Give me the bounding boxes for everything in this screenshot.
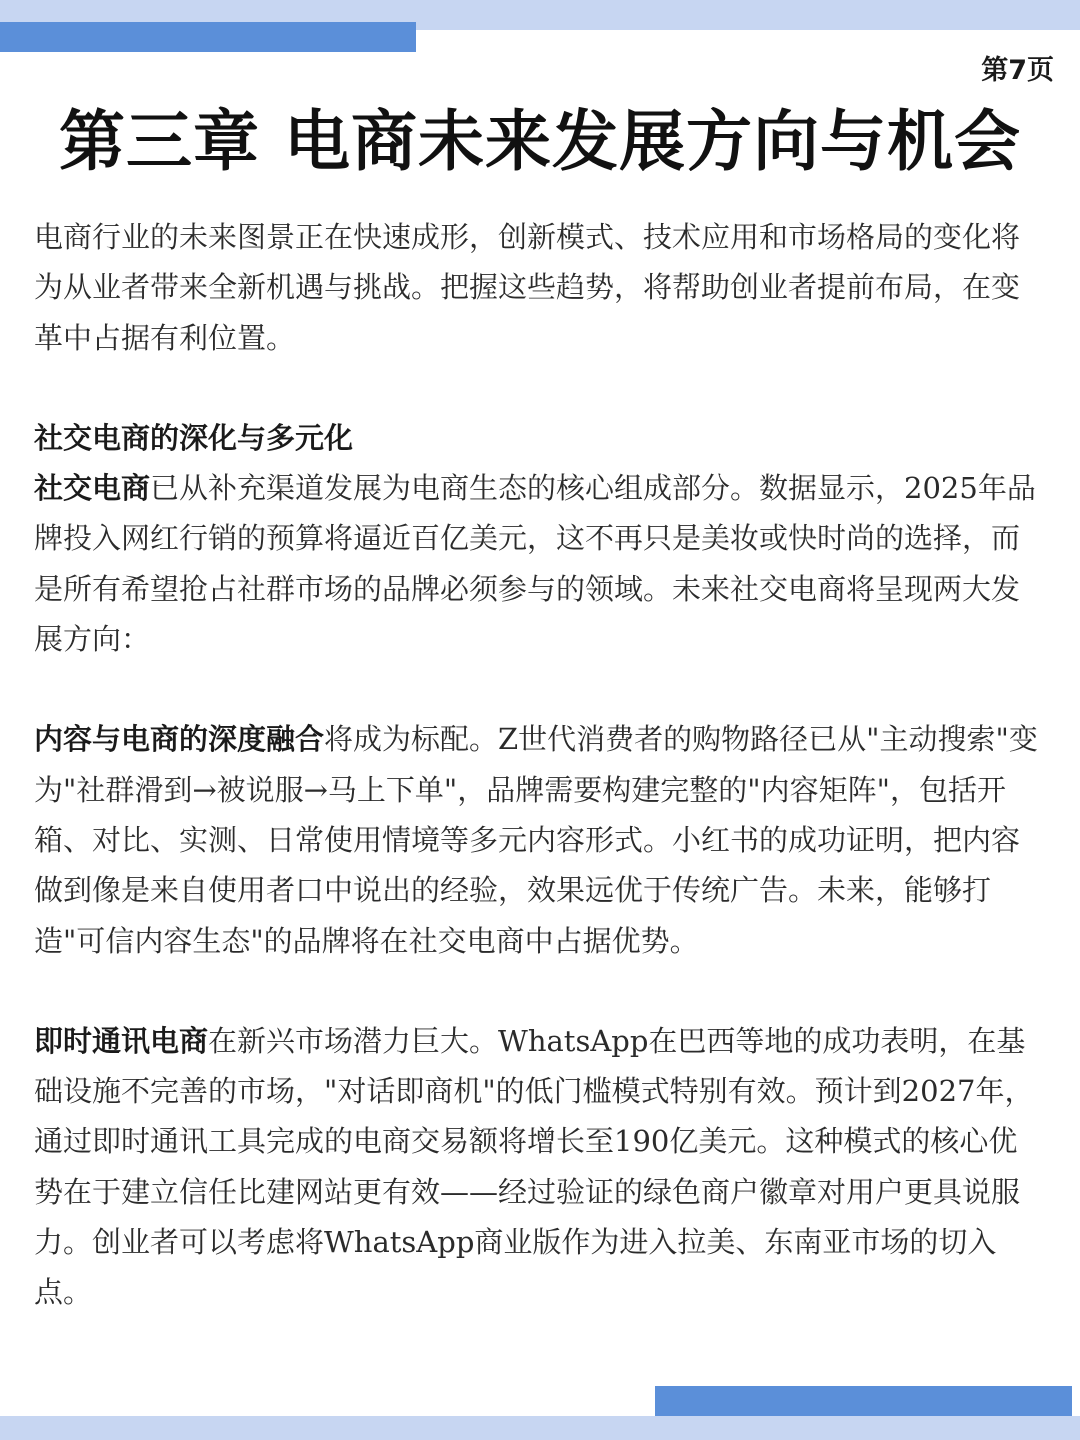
paragraph-content-commerce <box>34 714 1046 965</box>
bottom-decorative-band-light <box>0 1416 1080 1440</box>
bottom-decorative-band-dark <box>655 1386 1072 1418</box>
paragraph-social-commerce <box>34 463 1046 664</box>
paragraph-messaging-commerce <box>34 1016 1046 1318</box>
paragraph-spacer <box>34 966 1046 1016</box>
paragraph-text: 已从补充渠道发展为电商生态的核心组成部分。数据显示，2025年品牌投入网红行销的预算将逼近百亿美元，这不再只是美妆或快时尚的选择，而是所有希望抢占社群市场的品牌必须参与的领域。未来社交电商将呈现两大发展方向： <box>34 471 1036 657</box>
page-number: 第7页 <box>981 55 1054 86</box>
section-heading: 社交电商的深化与多元化 <box>34 420 354 455</box>
paragraph-lead-term: 内容与电商的深度融合 <box>34 722 325 757</box>
top-decorative-band-dark <box>0 22 416 52</box>
intro-paragraph: 电商行业的未来图景正在快速成形，创新模式、技术应用和市场格局的变化将为从业者带来全新机遇与挑战。把握这些趋势，将帮助创业者提前布局，在变革中占据有利位置。 <box>34 220 1021 355</box>
article-body <box>34 212 1046 1318</box>
paragraph-text: 将成为标配。Z世代消费者的购物路径已从"主动搜索"变为"社群滑到→被说服→马上下单"，品牌需要构建完整的"内容矩阵"，包括开箱、对比、实测、日常使用情境等多元内容形式。小红书的成功证明，把内容做到像是来自使用者口中说出的经验，效果远优于传统广告。未来，能够打造"可信内容生态"的品牌将在社交电商中占据优势。 <box>34 722 1038 958</box>
chapter-title: 第三章 电商未来发展方向与机会 <box>59 103 1021 180</box>
paragraph-lead-term: 即时通讯电商 <box>34 1023 209 1058</box>
paragraph-spacer <box>34 363 1046 413</box>
paragraph-lead-term: 社交电商 <box>34 471 151 506</box>
paragraph-text: 在新兴市场潜力巨大。WhatsApp在巴西等地的成功表明，在基础设施不完善的市场，"对话即商机"的低门槛模式特别有效。预计到2027年，通过即时通讯工具完成的电商交易额将增长至190亿美元。这种模式的核心优势在于建立信任比建网站更有效——经过验证的绿色商户徽章对用户更具说服力。创业者可以考虑将WhatsApp商业版作为进入拉美、东南亚市场的切入点。 <box>34 1023 1034 1310</box>
paragraph-spacer <box>34 664 1046 714</box>
